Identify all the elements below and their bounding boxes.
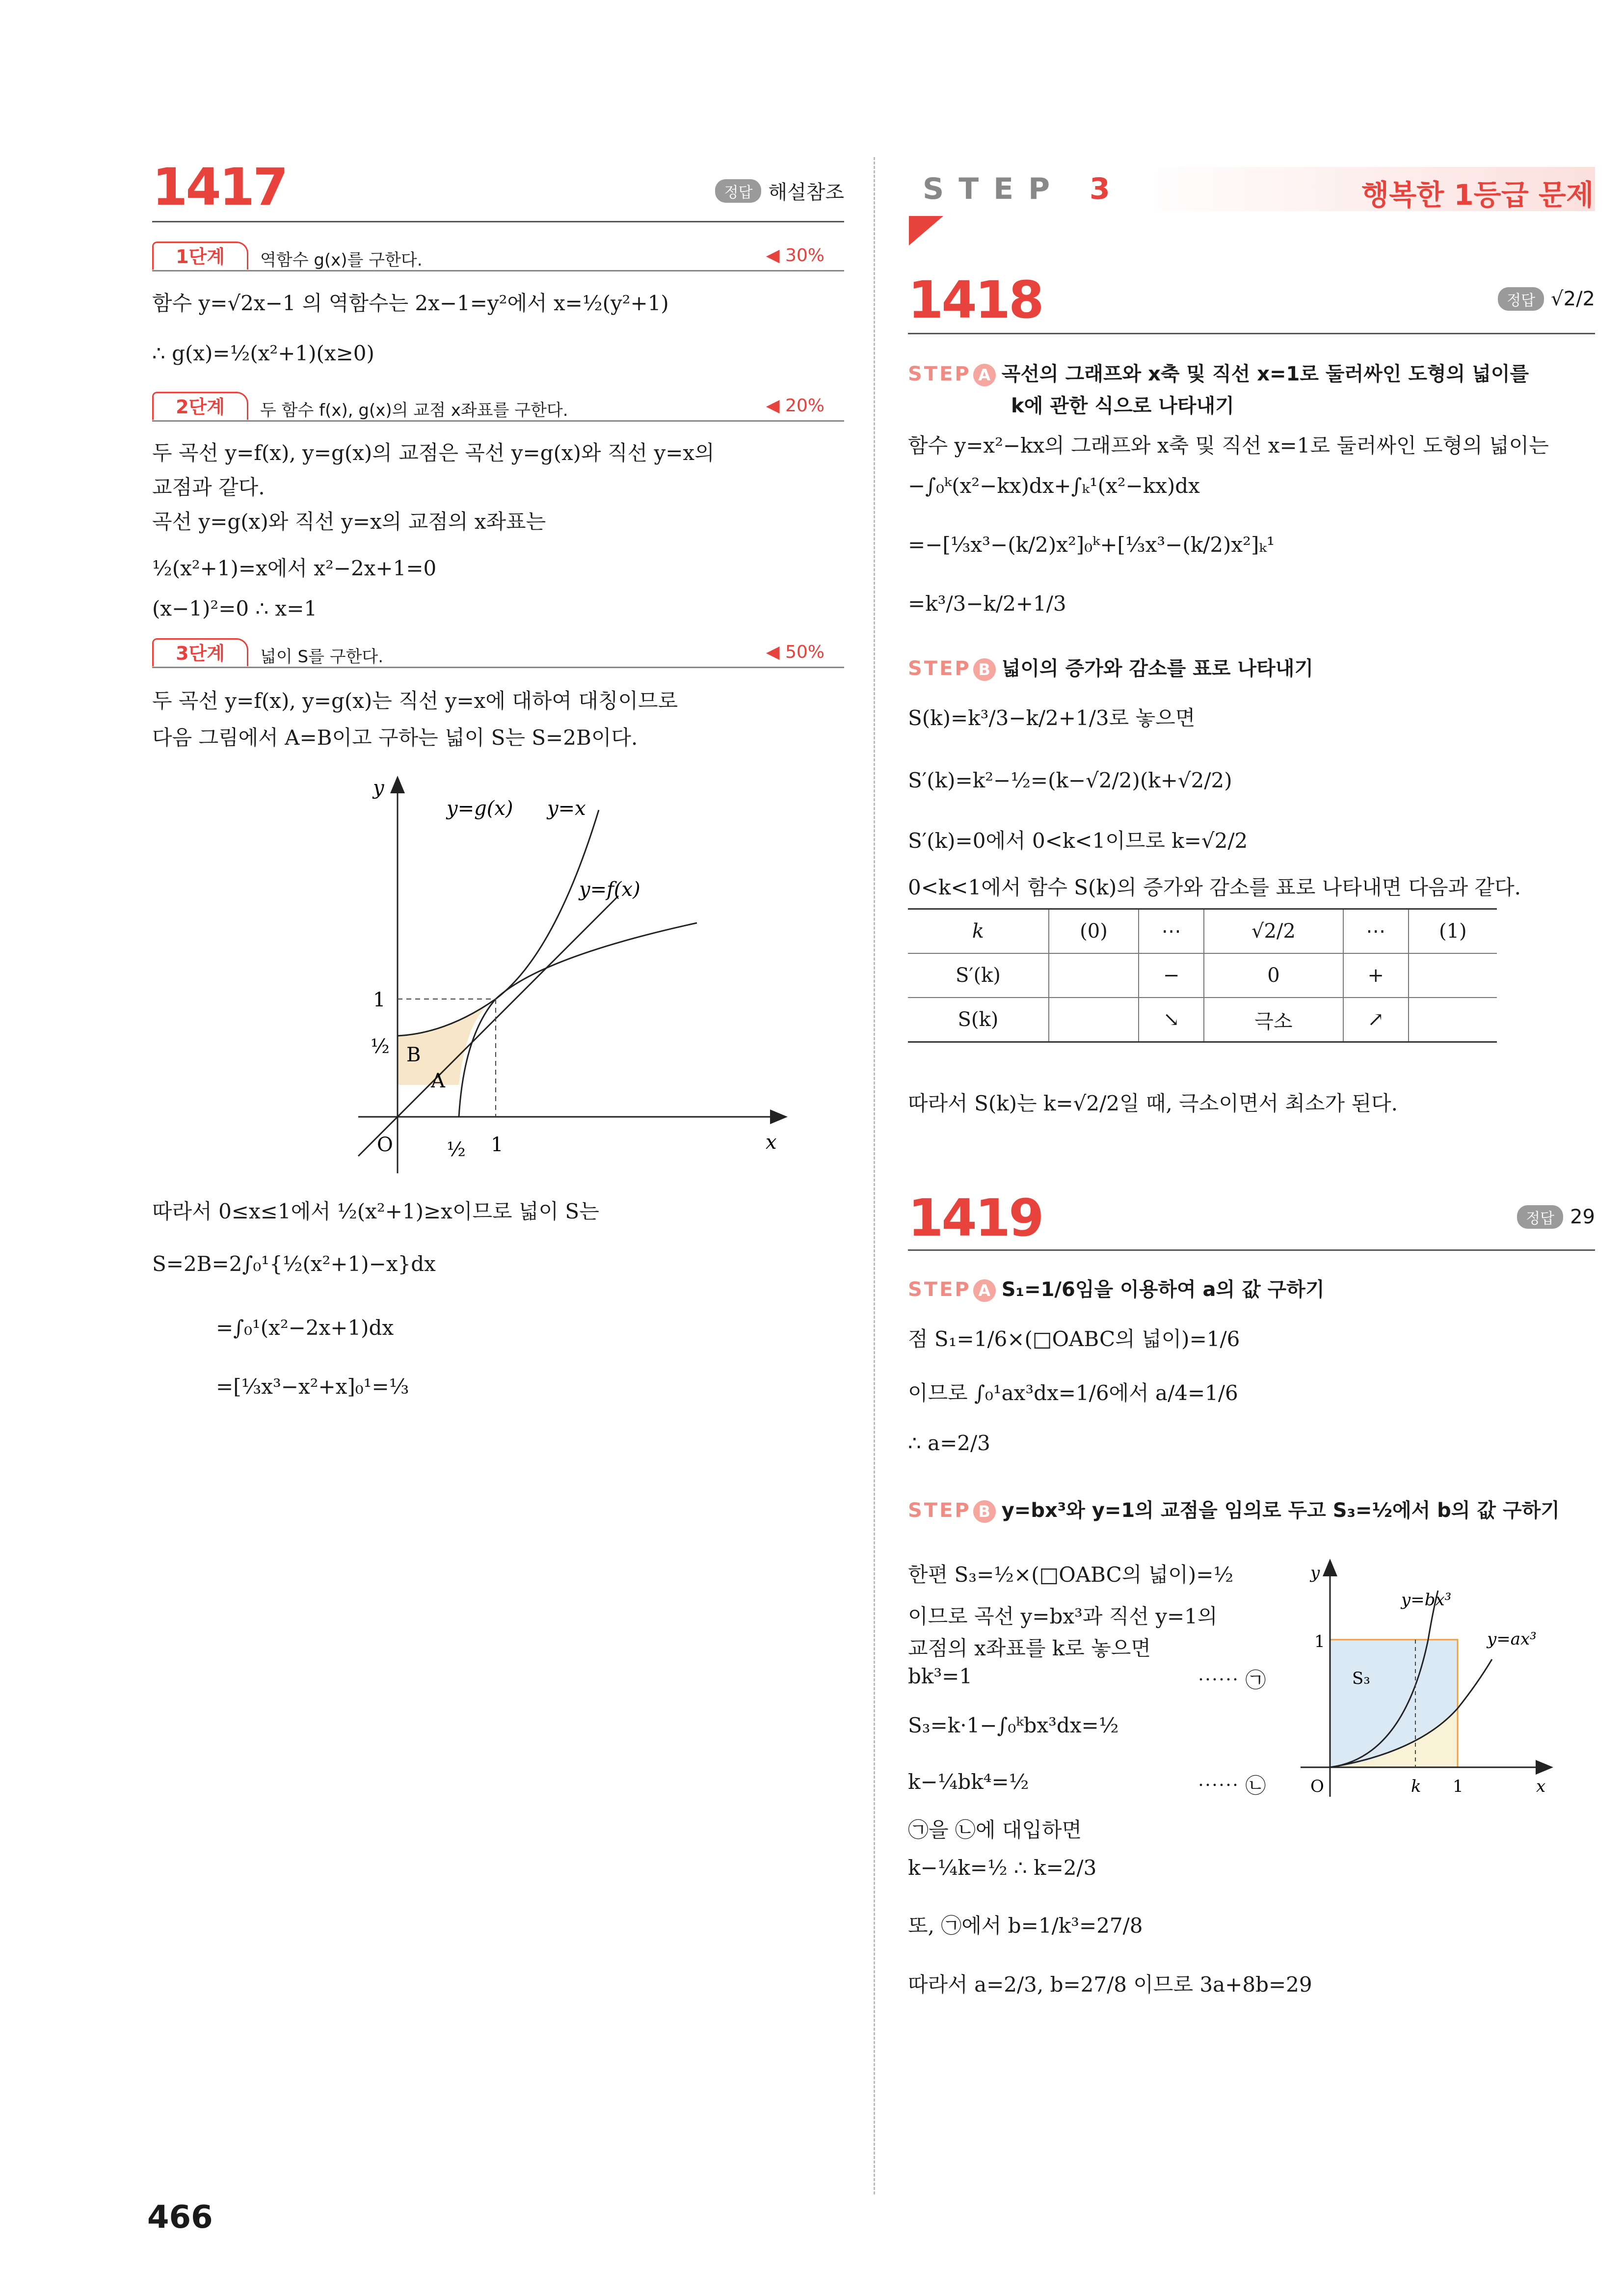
table-cell: (1) [1409, 909, 1497, 954]
label-g: y=g(x) [447, 797, 513, 820]
label-half-y: ½ [371, 1035, 390, 1058]
step-label: STEP [908, 1499, 971, 1522]
text-line: S=2B=2∫₀¹{½(x²+1)−x}dx [152, 1252, 436, 1276]
answer-text: √2/2 [1551, 288, 1595, 310]
stage-3 [152, 638, 844, 668]
table-cell: ⋯ [1139, 909, 1204, 954]
answer-badge: 정답 [715, 179, 761, 203]
stage-1 [152, 242, 844, 271]
text-line: 교점과 같다. [152, 475, 265, 499]
text-line: 다음 그림에서 A=B이고 구하는 넓이 S는 S=2B이다. [152, 726, 638, 750]
problem-number: 1418 [908, 270, 1042, 330]
answer-text: 29 [1570, 1206, 1595, 1228]
text-line: 두 곡선 y=f(x), y=g(x)는 직선 y=x에 대하여 대칭이므로 [152, 689, 678, 713]
text-line: −∫₀ᵏ(x²−kx)dx+∫ₖ¹(x²−kx)dx [908, 474, 1200, 498]
label-s3: S₃ [1352, 1669, 1370, 1688]
text-line: S′(k)=k²−½=(k−√2/2)(k+√2/2) [908, 768, 1232, 792]
step-title: 곡선의 그래프와 x축 및 직선 x=1로 둘러싸인 도형의 넓이를 [1001, 363, 1529, 385]
table-cell: √2/2 [1204, 909, 1343, 954]
text-line: 점 S₁=1/6×(□OABC의 넓이)=1/6 [908, 1327, 1240, 1351]
step-b [908, 1495, 1560, 1523]
curve-g [398, 810, 599, 1036]
text-line: =∫₀¹(x²−2x+1)dx [216, 1316, 394, 1340]
step-label: STEP [908, 1278, 971, 1301]
table-cell [1049, 953, 1139, 998]
label-ax3: y=ax³ [1487, 1629, 1537, 1649]
text-line: ∴ g(x)=½(x²+1)(x≥0) [152, 341, 374, 365]
label-one-x: 1 [1453, 1777, 1463, 1796]
table-cell: ⋯ [1343, 909, 1409, 954]
table-row [908, 909, 1497, 954]
page-number: 466 [147, 2199, 213, 2236]
area-ab [398, 999, 496, 1085]
step-title: S₁=1/6임을 이용하여 a의 값 구하기 [1001, 1278, 1325, 1301]
table-cell: ↘ [1139, 998, 1204, 1042]
step-a-cont [1011, 390, 1234, 418]
text-line: ½(x²+1)=x에서 x²−2x+1=0 [152, 556, 437, 580]
label-x: x [766, 1131, 777, 1154]
text-line: =[⅓x³−x²+x]₀¹=⅓ [216, 1375, 409, 1399]
increase-decrease-table [908, 908, 1497, 1043]
label-a: A [431, 1070, 445, 1092]
label-one-y: 1 [373, 989, 386, 1011]
text-line: 따라서 0≤x≤1에서 ½(x²+1)≥x이므로 넓이 S는 [152, 1199, 599, 1223]
divider-rule [908, 333, 1595, 334]
step-letter: B [973, 658, 996, 681]
label-f: y=f(x) [579, 878, 640, 901]
graph-1417 [344, 761, 810, 1183]
table-row [908, 998, 1497, 1042]
text-line: bk³=1 [908, 1664, 973, 1688]
text-line: S(k)=k³/3−k/2+1/3로 놓으면 [908, 706, 1196, 730]
graph-1419 [1291, 1551, 1566, 1807]
text-line: =k³/3−k/2+1/3 [908, 592, 1066, 616]
label-origin: O [377, 1134, 393, 1156]
equation-mark-1: ⋯⋯ ㉠ [1197, 1668, 1266, 1692]
step-label: STEP [908, 657, 971, 680]
answer-badge: 정답 [1498, 287, 1544, 311]
divider-rule [908, 1249, 1595, 1251]
step-title: 넓이의 증가와 감소를 표로 나타내기 [1001, 657, 1314, 680]
label-b: B [406, 1044, 421, 1066]
table-cell: 극소 [1204, 998, 1343, 1042]
stage-tag: 1단계 [152, 242, 248, 270]
text-line: 0<k<1에서 함수 S(k)의 증가와 감소를 표로 나타내면 다음과 같다. [908, 875, 1521, 899]
text-line: ㉠을 ㉡에 대입하면 [908, 1818, 1082, 1842]
step-a [908, 358, 1529, 386]
text-line: 또, ㉠에서 b=1/k³=27/8 [908, 1914, 1143, 1938]
header-step-label: STEP [923, 172, 1065, 206]
flag-marker [909, 216, 943, 245]
label-x: x [1536, 1777, 1546, 1796]
stage-text: 넓이 S를 구한다. [260, 647, 384, 667]
label-y: y [373, 777, 384, 799]
answer-area [715, 177, 844, 205]
text-line: 함수 y=√2x−1 의 역함수는 2x−1=y²에서 x=½(y²+1) [152, 291, 669, 315]
text-line: 이므로 곡선 y=bx³과 직선 y=1의 [908, 1604, 1218, 1628]
label-half-x: ½ [447, 1138, 466, 1161]
stage-2 [152, 392, 844, 422]
stage-percent: ◀ 30% [766, 245, 825, 266]
stage-text: 역함수 g(x)를 구한다. [260, 250, 423, 270]
label-one-y: 1 [1314, 1632, 1325, 1651]
step-letter: A [973, 1279, 996, 1302]
step-title: k에 관한 식으로 나타내기 [1011, 395, 1234, 417]
text-line: 한편 S₃=½×(□OABC의 넓이)=½ [908, 1563, 1234, 1587]
step-label: STEP [908, 363, 971, 385]
problem-number: 1419 [908, 1188, 1042, 1248]
table-cell: + [1343, 953, 1409, 998]
table-cell: (0) [1049, 909, 1139, 954]
text-line: k−¼bk⁴=½ [908, 1770, 1029, 1794]
step-letter: A [973, 364, 996, 386]
table-cell: S(k) [908, 998, 1049, 1042]
table-cell [1409, 998, 1497, 1042]
table-row [908, 953, 1497, 998]
step-letter: B [973, 1500, 996, 1523]
text-line: S₃=k·1−∫₀ᵏbx³dx=½ [908, 1713, 1119, 1737]
label-origin: O [1310, 1777, 1324, 1796]
problem-number: 1417 [152, 157, 287, 217]
header-title: 행복한 1등급 문제 [1361, 178, 1594, 212]
answer-area [1498, 287, 1595, 311]
equation-mark-2: ⋯⋯ ㉡ [1197, 1774, 1266, 1798]
step-title: y=bx³와 y=1의 교점을 임의로 두고 S₃=½에서 b의 값 구하기 [1001, 1499, 1560, 1522]
text-line: 두 곡선 y=f(x), y=g(x)의 교점은 곡선 y=g(x)와 직선 y=x의 [152, 441, 715, 465]
label-one-x: 1 [491, 1134, 504, 1156]
step-b [908, 653, 1313, 681]
stage-text: 두 함수 f(x), g(x)의 교점 x좌표를 구한다. [260, 401, 568, 420]
header-step-number: 3 [1090, 172, 1110, 206]
stage-percent: ◀ 50% [766, 642, 825, 662]
answer-badge: 정답 [1517, 1205, 1563, 1229]
label-y: y [1310, 1563, 1320, 1583]
column-divider [874, 157, 875, 2194]
text-line: (x−1)²=0 ∴ x=1 [152, 596, 318, 621]
text-line: 따라서 a=2/3, b=27/8 이므로 3a+8b=29 [908, 1972, 1312, 1997]
conclusion-1418: 따라서 S(k)는 k=√2/2일 때, 극소이면서 최소가 된다. [908, 1091, 1398, 1115]
table-cell: ↗ [1343, 998, 1409, 1042]
answer-text: 해설참조 [768, 181, 844, 204]
table-cell: 0 [1204, 953, 1343, 998]
table-cell [1049, 998, 1139, 1042]
table-cell: − [1139, 953, 1204, 998]
text-line: 함수 y=x²−kx의 그래프와 x축 및 직선 x=1로 둘러싸인 도형의 넓이는 [908, 433, 1549, 458]
text-line: 교점의 x좌표를 k로 놓으면 [908, 1636, 1151, 1660]
text-line: k−¼k=½ ∴ k=2/3 [908, 1856, 1097, 1880]
table-cell [1409, 953, 1497, 998]
header-step [923, 172, 1110, 206]
stage-percent: ◀ 20% [766, 396, 825, 416]
text-line: 곡선 y=g(x)와 직선 y=x의 교점의 x좌표는 [152, 510, 546, 534]
step-a [908, 1274, 1325, 1302]
table-cell: S′(k) [908, 953, 1049, 998]
divider-rule [152, 221, 844, 222]
text-line: =−[⅓x³−(k/2)x²]₀ᵏ+[⅓x³−(k/2)x²]ₖ¹ [908, 533, 1275, 557]
text-line: S′(k)=0에서 0<k<1이므로 k=√2/2 [908, 829, 1248, 853]
stage-tag: 3단계 [152, 638, 248, 666]
stage-tag: 2단계 [152, 392, 248, 420]
text-line: ∴ a=2/3 [908, 1431, 990, 1455]
answer-area [1517, 1205, 1595, 1229]
label-k: k [1411, 1777, 1421, 1796]
label-yx: y=x [547, 797, 586, 820]
text-line: 이므로 ∫₀¹ax³dx=1/6에서 a/4=1/6 [908, 1381, 1238, 1405]
table-cell: k [908, 909, 1049, 954]
label-bx3: y=bx³ [1401, 1590, 1452, 1610]
